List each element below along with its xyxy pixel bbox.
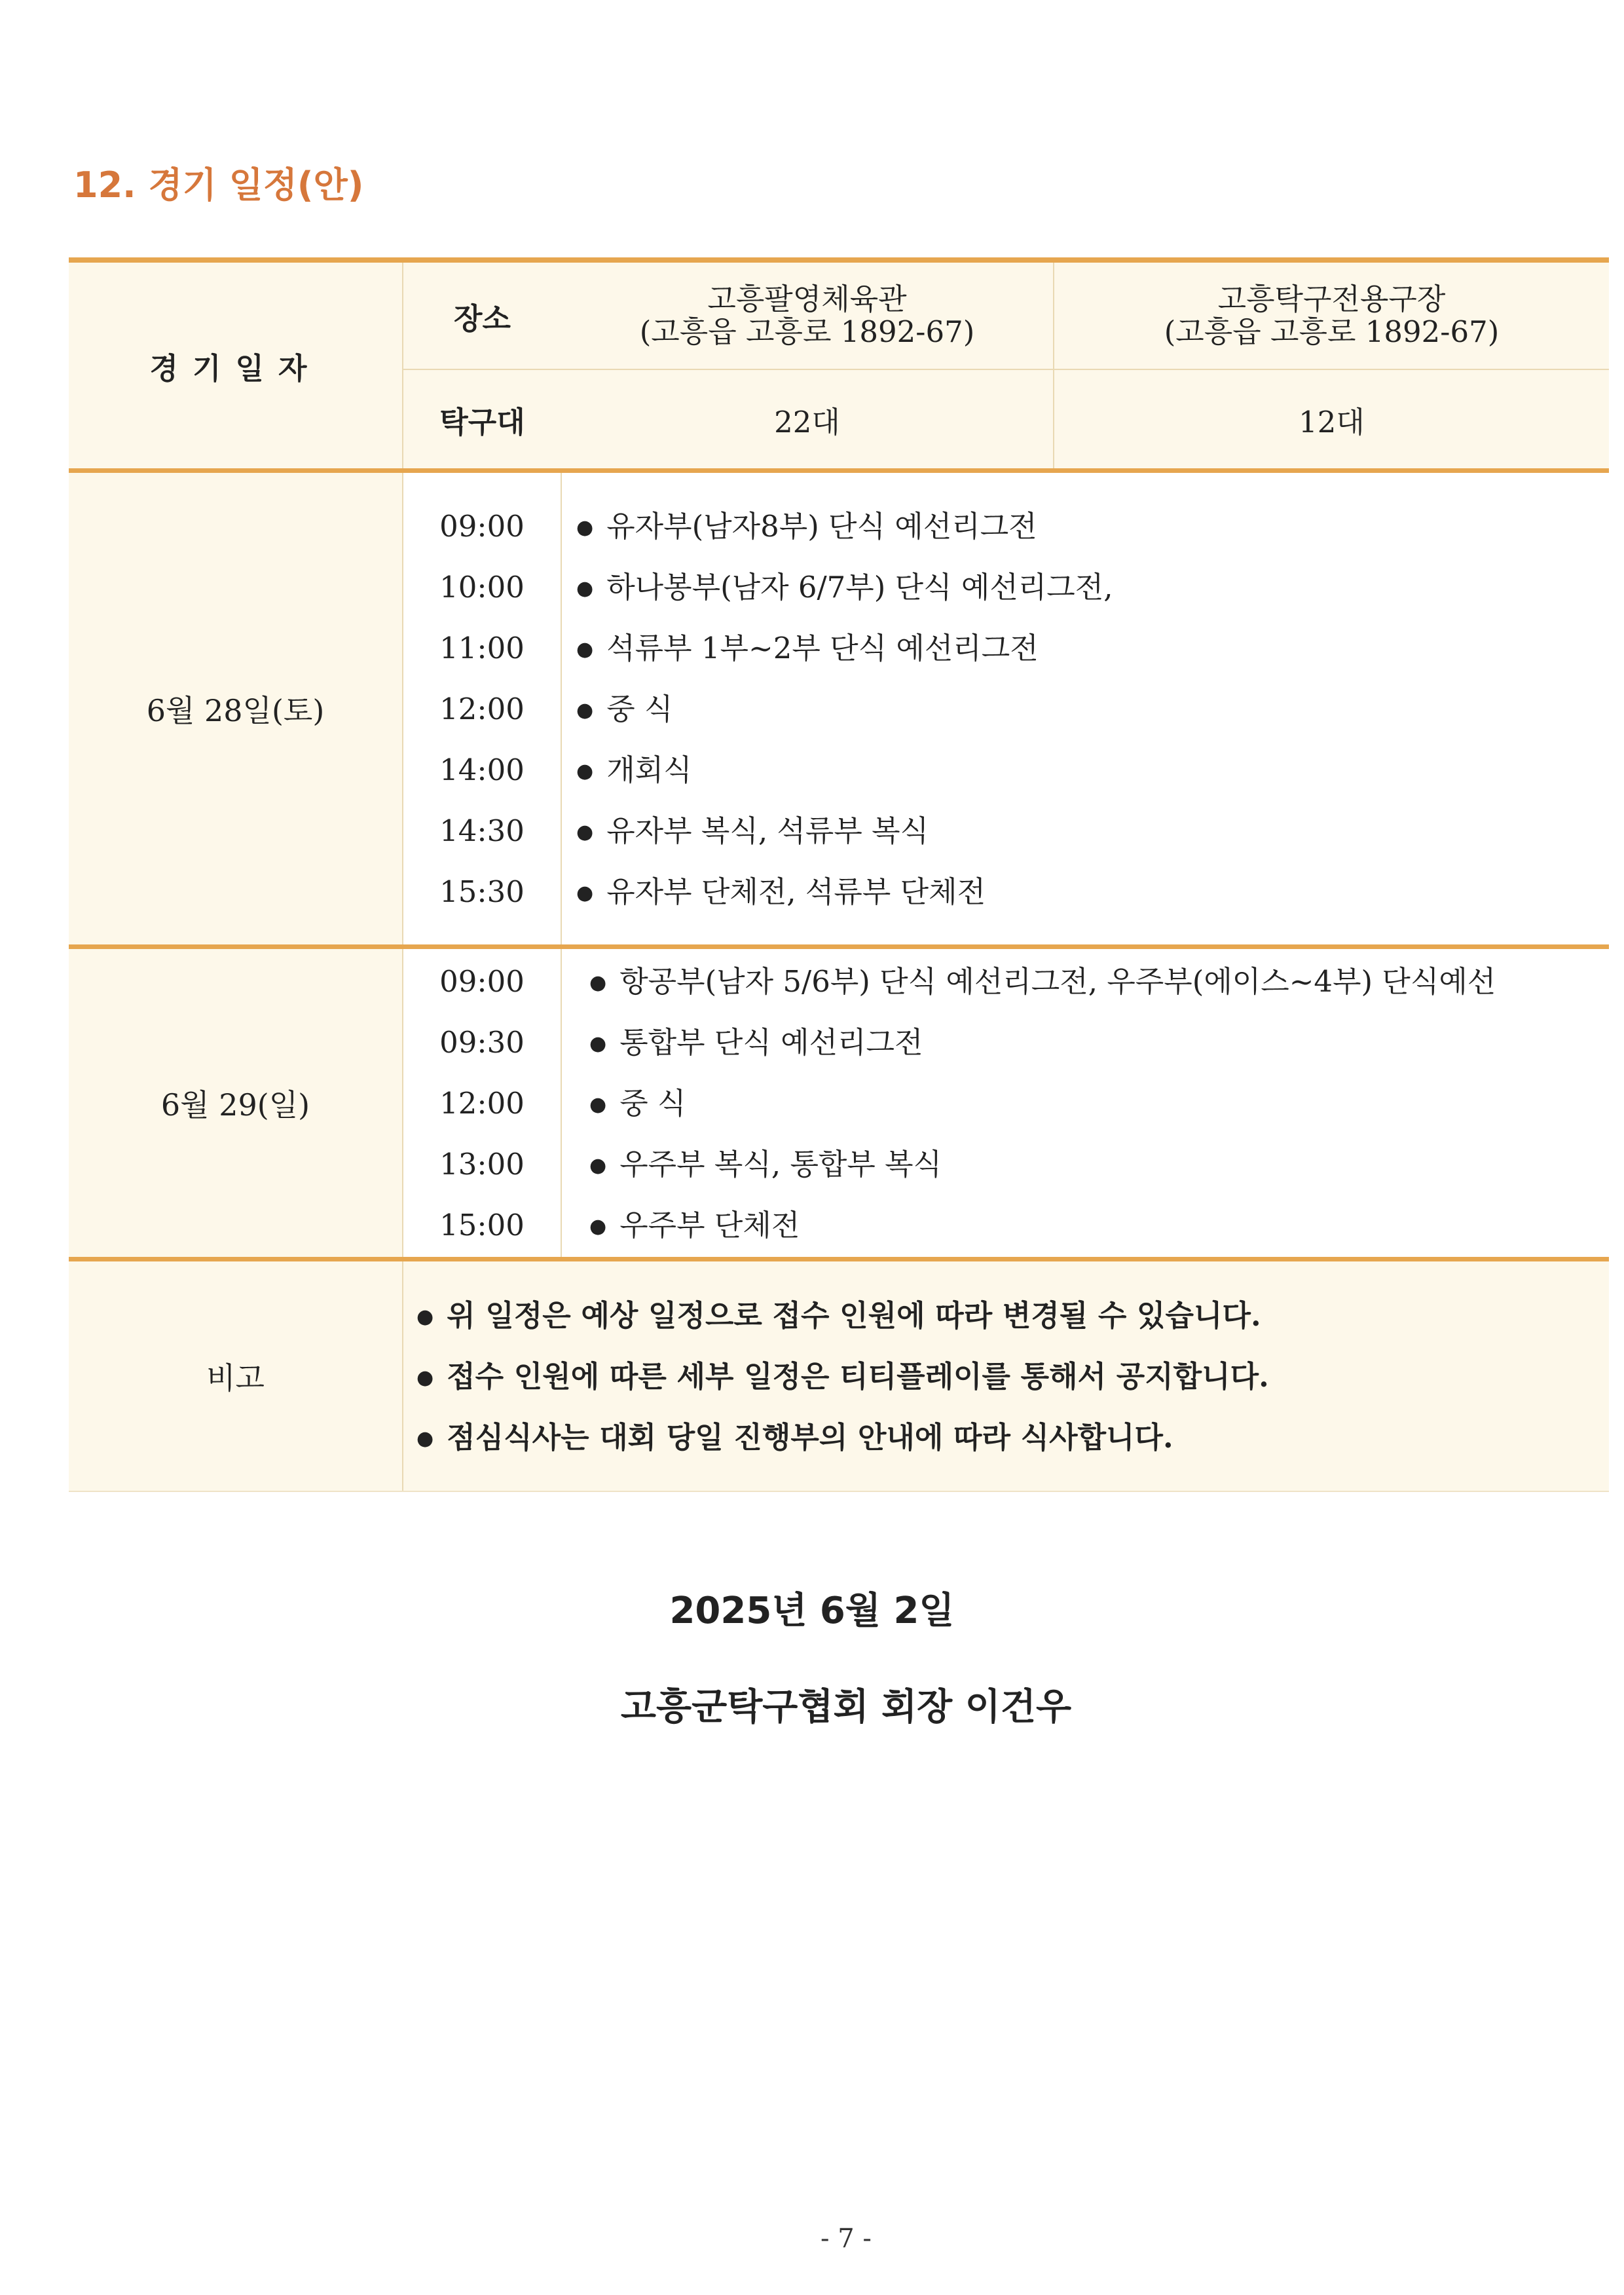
event-time: 11:00 (439, 630, 525, 665)
event-time: 09:00 (439, 963, 525, 999)
event-text: 석류부 1부~2부 단식 예선리그전 (606, 630, 1039, 665)
event-text: 중 식 (619, 1085, 686, 1121)
day-2-row (69, 947, 1609, 1259)
signature: 고흥군탁구협회 회장 이건우 (620, 1686, 1072, 1728)
event-text: 중 식 (606, 691, 673, 726)
event-time: 15:00 (439, 1207, 525, 1242)
venue-2 (1054, 260, 1609, 369)
bullet-icon: ● (576, 698, 594, 722)
event-time: 13:00 (439, 1146, 525, 1182)
bullet-icon: ● (576, 881, 594, 905)
event-text: 유자부 단체전, 석류부 단체전 (606, 874, 986, 909)
event-time: 12:00 (439, 1085, 525, 1121)
day-1-row (69, 471, 1609, 947)
header-row-venue (69, 260, 1609, 369)
venue-label: 장소 (403, 260, 561, 369)
event-time: 09:00 (439, 508, 525, 544)
bullet-icon: ● (589, 1092, 607, 1116)
event-text: 우주부 복식, 통합부 복식 (619, 1146, 942, 1182)
bullet-icon: ● (576, 820, 594, 844)
section-title: 12. 경기 일정(안) (73, 164, 364, 206)
day-2-times (403, 947, 561, 1259)
bullet-icon: ● (416, 1366, 434, 1389)
event-item (562, 679, 1609, 739)
remark-text: 점심식사는 대회 당일 진행부의 안내에 따라 식사합니다. (447, 1419, 1173, 1455)
bullet-icon: ● (589, 971, 607, 994)
bullet-icon: ● (576, 759, 594, 783)
event-time: 09:30 (439, 1024, 525, 1060)
remarks-list (403, 1259, 1609, 1492)
bullet-icon: ● (576, 515, 594, 539)
remarks-label: 비고 (69, 1259, 403, 1492)
event-item (562, 1012, 1609, 1073)
venue-2-address: (고흥읍 고흥로 1892-67) (1164, 314, 1500, 349)
event-text: 개회식 (606, 752, 692, 787)
event-text: 우주부 단체전 (619, 1207, 800, 1242)
remark-item (416, 1407, 1609, 1468)
venue-2-tables: 12대 (1054, 369, 1609, 471)
event-item (562, 496, 1609, 557)
day-2-date: 6월 29(일) (69, 947, 403, 1259)
event-item (562, 1073, 1609, 1134)
event-item (562, 618, 1609, 679)
day-2-events (561, 947, 1609, 1259)
venue-1-name: 고흥팔영체육관 (707, 282, 907, 316)
event-time: 14:00 (439, 752, 525, 787)
event-item (562, 800, 1609, 861)
bullet-icon: ● (416, 1427, 434, 1450)
issue-date: 2025년 6월 2일 (669, 1590, 955, 1632)
event-item (562, 1134, 1609, 1195)
venue-1 (561, 260, 1054, 369)
page-number: - 7 - (821, 2224, 872, 2254)
bullet-icon: ● (589, 1153, 607, 1177)
venue-2-name: 고흥탁구전용구장 (1217, 282, 1446, 316)
day-1-date: 6월 28일(토) (69, 471, 403, 947)
event-item (562, 739, 1609, 800)
remark-text: 위 일정은 예상 일정으로 접수 인원에 따라 변경될 수 있습니다. (447, 1297, 1261, 1333)
bullet-icon: ● (589, 1032, 607, 1055)
date-column-header: 경기일자 (69, 260, 403, 471)
event-text: 하나봉부(남자 6/7부) 단식 예선리그전, (606, 569, 1113, 605)
event-text: 유자부 복식, 석류부 복식 (606, 813, 929, 848)
bullet-icon: ● (589, 1214, 607, 1238)
event-time: 14:30 (439, 813, 525, 848)
bullet-icon: ● (416, 1305, 434, 1328)
remark-text: 접수 인원에 따른 세부 일정은 티티플레이를 통해서 공지합니다. (447, 1358, 1269, 1394)
venue-1-tables: 22대 (561, 369, 1054, 471)
remarks-row (69, 1259, 1609, 1492)
event-item (562, 557, 1609, 618)
schedule-table (69, 257, 1609, 1492)
event-item (562, 861, 1609, 922)
day-1-times (403, 471, 561, 947)
event-item (562, 951, 1609, 1012)
venue-1-address: (고흥읍 고흥로 1892-67) (639, 314, 975, 349)
event-time: 10:00 (439, 569, 525, 605)
bullet-icon: ● (576, 576, 594, 600)
event-time: 15:30 (439, 874, 525, 909)
event-time: 12:00 (439, 691, 525, 726)
tables-label: 탁구대 (403, 369, 561, 471)
remark-item (416, 1285, 1609, 1346)
bullet-icon: ● (576, 637, 594, 661)
day-1-events (561, 471, 1609, 947)
event-text: 항공부(남자 5/6부) 단식 예선리그전, 우주부(에이스~4부) 단식예선 (619, 963, 1496, 999)
event-text: 통합부 단식 예선리그전 (619, 1024, 923, 1060)
event-item (562, 1195, 1609, 1256)
remark-item (416, 1346, 1609, 1407)
event-text: 유자부(남자8부) 단식 예선리그전 (606, 508, 1037, 544)
